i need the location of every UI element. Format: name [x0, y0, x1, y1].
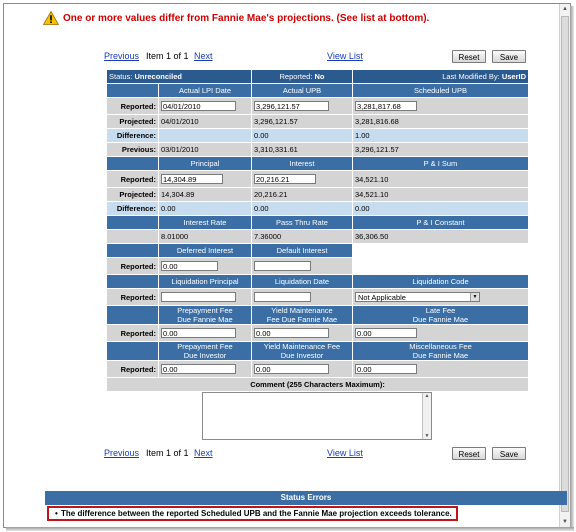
liquidation-code-select[interactable]: Not Applicable ▼ — [355, 292, 480, 302]
yield-maintenance-investor-input[interactable]: 0.00 — [254, 364, 329, 374]
section-header: Principal Interest P & I Sum — [107, 157, 529, 171]
status-error-item — [47, 506, 458, 521]
scheduled-upb-input[interactable]: 3,281,817.68 — [355, 101, 417, 111]
previous-link[interactable]: Previous — [104, 448, 140, 458]
actual-upb-input[interactable]: 3,296,121.57 — [254, 101, 329, 111]
section-header: Actual LPI Date Actual UPB Scheduled UPB — [107, 84, 529, 98]
item-counter: Item 1 of 1 — [146, 448, 189, 458]
pi-constant-value: 36,306.50 — [353, 230, 529, 244]
reported-row: Reported: 0.00 — [107, 258, 529, 275]
prepayment-fee-investor-input[interactable]: 0.00 — [161, 364, 236, 374]
window-shadow — [570, 6, 574, 530]
deferred-interest-input[interactable]: 0.00 — [161, 261, 218, 271]
liquidation-principal-input[interactable] — [161, 292, 236, 302]
window-shadow — [6, 527, 574, 531]
item-counter: Item 1 of 1 — [146, 51, 189, 61]
section-header: Liquidation Principal Liquidation Date Liquidation Code — [107, 275, 529, 289]
section-header: Deferred Interest Default Interest — [107, 244, 529, 258]
yield-maintenance-fannie-input[interactable]: 0.00 — [254, 328, 329, 338]
section-header: Prepayment Fee Due Investor Yield Maintenance Fee Due Investor Miscellaneous Fee Due Fannie Mae — [107, 342, 529, 361]
reset-button[interactable]: Reset — [452, 50, 486, 63]
actual-lpi-date-input[interactable]: 04/01/2010 — [161, 101, 236, 111]
liquidation-date-input[interactable] — [254, 292, 311, 302]
comment-header — [107, 378, 529, 392]
scroll-up-icon[interactable]: ▲ — [424, 393, 430, 399]
miscellaneous-fee-input[interactable]: 0.00 — [355, 364, 417, 374]
comment-label: Comment (255 Characters Maximum): — [107, 378, 529, 392]
comment-textarea[interactable] — [202, 392, 432, 440]
section-header: Prepayment Fee Due Fannie Mae Yield Maintenance Fee Due Fannie Mae Late Fee Due Fannie Mae — [107, 306, 529, 325]
status-error-text: The difference between the reported Scheduled UPB and the Fannie Mae projection exceeds tolerance. — [61, 509, 452, 518]
app-window — [3, 3, 571, 528]
top-nav — [104, 50, 528, 64]
status-value: Unreconciled — [134, 72, 182, 81]
warning-banner — [43, 11, 429, 25]
reconciliation-table — [106, 69, 529, 392]
prepayment-fee-fannie-input[interactable]: 0.00 — [161, 328, 236, 338]
warning-text: One or more values differ from Fannie Mae's projections. (See list at bottom). — [63, 12, 430, 24]
view-list-link[interactable]: View List — [327, 51, 363, 61]
scroll-down-icon[interactable]: ▼ — [562, 519, 568, 525]
previous-row: Previous: 03/01/2010 3,310,331.61 3,296,121.57 — [107, 143, 529, 157]
late-fee-input[interactable]: 0.00 — [355, 328, 417, 338]
page-scrollbar[interactable] — [559, 4, 570, 527]
chevron-down-icon[interactable]: ▼ — [470, 293, 479, 301]
next-link[interactable]: Next — [194, 51, 213, 61]
difference-row: Difference: 0.00 0.00 0.00 — [107, 202, 529, 216]
reported-row: Reported: 0.00 0.00 0.00 — [107, 361, 529, 378]
interest-rate-value: 8.01000 — [159, 230, 252, 244]
bullet-icon: • — [55, 509, 58, 518]
projected-row: Projected: 04/01/2010 3,296,121.57 3,281,816.68 — [107, 115, 529, 129]
scroll-down-icon[interactable]: ▼ — [424, 433, 430, 439]
previous-link[interactable]: Previous — [104, 51, 140, 61]
interest-input[interactable]: 20,216.21 — [254, 174, 316, 184]
save-button[interactable]: Save — [492, 50, 526, 63]
next-link[interactable]: Next — [194, 448, 213, 458]
modified-by-value: UserID — [501, 72, 526, 81]
reset-button[interactable]: Reset — [452, 447, 486, 460]
difference-row: Difference: 0.00 1.00 — [107, 129, 529, 143]
reported-row: Reported: 14,304.89 20,216.21 34,521.10 — [107, 171, 529, 188]
reported-row: Reported: Not Applicable ▼ — [107, 289, 529, 306]
pi-sum-value: 34,521.10 — [353, 171, 529, 188]
bottom-nav — [104, 447, 528, 461]
pass-thru-rate-value: 7.36000 — [252, 230, 353, 244]
reported-value: No — [314, 72, 325, 81]
reported-row: Reported: 04/01/2010 3,296,121.57 3,281,817.68 — [107, 98, 529, 115]
section-header: Interest Rate Pass Thru Rate P & I Constant — [107, 216, 529, 230]
view-list-link[interactable]: View List — [327, 448, 363, 458]
principal-input[interactable]: 14,304.89 — [161, 174, 223, 184]
scrollbar-thumb[interactable] — [561, 16, 569, 512]
default-interest-input[interactable] — [254, 261, 311, 271]
comment-scrollbar[interactable] — [422, 393, 431, 439]
status-errors-header: Status Errors — [45, 491, 567, 505]
scroll-up-icon[interactable]: ▲ — [562, 6, 568, 12]
save-button[interactable]: Save — [492, 447, 526, 460]
projected-row: Projected: 14,304.89 20,216.21 34,521.10 — [107, 188, 529, 202]
reported-row: Reported: 0.00 0.00 0.00 — [107, 325, 529, 342]
warning-icon — [43, 11, 59, 25]
status-bar: Status: Unreconciled Reported: No Last Modified By: UserID — [107, 70, 529, 84]
rates-row — [107, 230, 529, 244]
